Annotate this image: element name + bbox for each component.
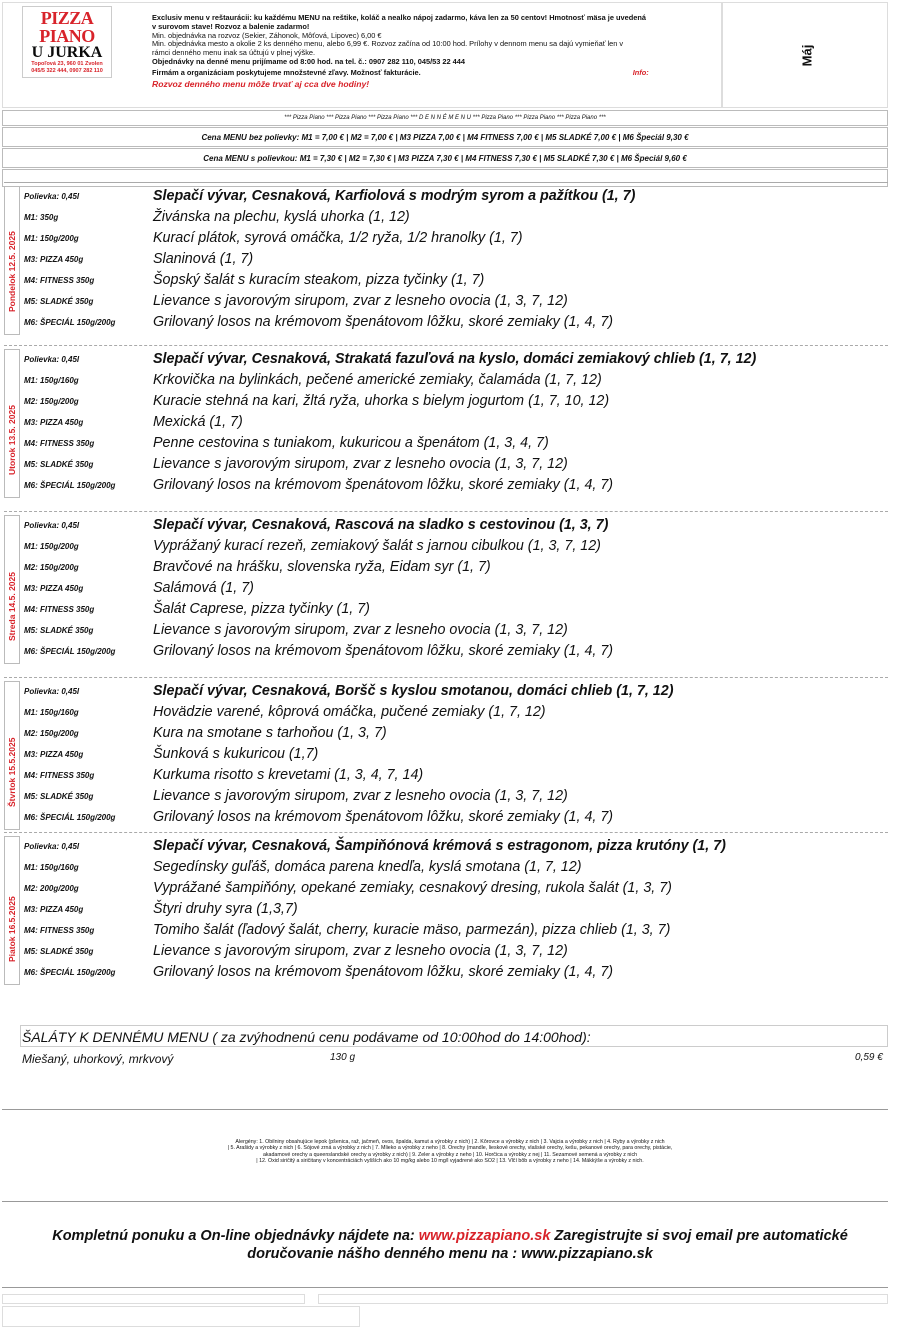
menu-item-label: M5: SLADKÉ 350g [24, 947, 94, 956]
menu-item-label: Polievka: 0,45l [24, 521, 80, 530]
menu-dish: Lievance s javorovým sirupom, zvar z lesneho ovocia (1, 3, 7, 12) [153, 622, 568, 638]
menu-item-label: Polievka: 0,45l [24, 842, 80, 851]
day-separator [4, 677, 888, 678]
soup-dish: Slepačí vývar, Cesnaková, Rascová na sladko s cestovinou (1, 3, 7) [153, 517, 609, 533]
menu-dish: Vyprážaný kurací rezeň, zemiakový šalát s jarnou cibulkou (1, 3, 7, 12) [153, 538, 601, 554]
menu-item-label: M5: SLADKÉ 350g [24, 792, 94, 801]
menu-dish: Šopský šalát s kuracím steakom, pizza tyčinky (1, 7) [153, 272, 485, 288]
info-line: Objednávky na denné menu prijímame od 8:00 hod. na tel. č.: 0907 282 110, 045/53 22 444 [152, 56, 466, 66]
menu-dish: Grilovaný losos na krémovom špenátovom lôžku, skoré zemiaky (1, 4, 7) [153, 964, 614, 980]
price-without-soup: Cena MENU bez polievky: M1 = 7,00 € | M2 = 7,00 € | M3 PIZZA 7,00 € | M4 FITNESS 7,00 € | M5 SLADKÉ 7,00 € | M6 Špeciál 9,30 € [2, 127, 888, 147]
soup-dish: Slepačí vývar, Cesnaková, Karfiolová s modrým syrom a pažítkou (1, 7) [153, 188, 636, 204]
divider [2, 1201, 888, 1202]
month-label: Máj [799, 44, 815, 67]
menu-item-label: Polievka: 0,45l [24, 355, 80, 364]
allergen-line: | 12. Oxid siričitý a siričitany v koncentráciách vyšších ako 10 mg/kg alebo 10 mg/l vyjadrené ako SO2 | 13. Vlčí bôb a výrobky z neho | 14. Mäkkýše a výrobky z nich. [256, 1157, 644, 1164]
soup-dish: Slepačí vývar, Cesnaková, Strakatá fazuľová na kyslo, domáci zemiakový chlieb (1, 7, 12) [153, 351, 757, 367]
menu-dish: Štyri druhy syra (1,3,7) [153, 901, 298, 917]
menu-item-label: M4: FITNESS 350g [24, 926, 95, 935]
menu-dish: Tomiho šalát (ľadový šalát, cherry, kuracie mäso, parmezán), pizza chlieb (1, 3, 7) [153, 922, 671, 938]
menu-item-label: M4: FITNESS 350g [24, 439, 95, 448]
menu-dish: Šunková s kukuricou (1,7) [153, 746, 319, 762]
menu-item-label: M1: 150g/160g [24, 863, 79, 872]
menu-item-label: M3: PIZZA 450g [24, 905, 84, 914]
bottom-box [2, 1294, 305, 1304]
footer-text: Zaregistrujte si svoj email pre automatické [550, 1228, 848, 1244]
salad-title: ŠALÁTY K DENNÉMU MENU ( za zvýhodnenú cenu podávame od 10:00hod do 14:00hod): [22, 1029, 591, 1045]
website-link[interactable]: www.pizzapiano.sk [418, 1228, 551, 1244]
menu-item-label: M1: 150g/160g [24, 708, 79, 717]
menu-dish: Grilovaný losos na krémovom špenátovom lôžku, skoré zemiaky (1, 4, 7) [153, 477, 614, 493]
menu-dish: Mexická (1, 7) [153, 414, 243, 430]
menu-dish: Bravčové na hrášku, slovenska ryža, Eidam syr (1, 7) [153, 559, 491, 575]
menu-item-label: M6: ŠPECIÁL 150g/200g [24, 813, 116, 822]
allergen-line: Alergény: 1. Obilniny obsahujúce lepok (pšenica, raž, jačmeň, ovos, špalda, kamut a výrobky z nich) | 2. Kôrovce a výrobky z nich | 3. Vajcia a výrobky z nich | 4. Ryby a výrobky z nich [235, 1139, 665, 1145]
menu-item-label: M1: 150g/200g [24, 542, 79, 551]
menu-item-label: M2: 150g/200g [24, 563, 79, 572]
logo-phones: 045/5 322 444, 0907 282 110 [31, 68, 103, 74]
allergen-line: | 5. Arašidy a výrobky z nich | 6. Sójové zrná a výrobky z nich | 7. Mlieko a výrobky z neho | 8. Orechy (mandle, lieskové orechy, vlašské orechy, kešu, pekanové orechy, para orechy, pistácie, [227, 1145, 673, 1152]
menu-item-label: Polievka: 0,45l [24, 687, 80, 696]
logo-line2: U JURKA [31, 44, 103, 61]
menu-dish: Kura na smotane s tarhoňou (1, 3, 7) [153, 725, 387, 741]
logo-address: Topoľová 23, 960 01 Zvolen [31, 61, 103, 67]
logo-line1: PIZZA PIANO [39, 8, 95, 46]
day-label: Streda 14.5. 2025 [7, 572, 17, 641]
footer-text: Kompletnú ponuku a On-line objednávky nájdete na: [52, 1228, 419, 1244]
info-line: Firmám a organizáciam poskytujeme množstevné zľavy. Možnosť fakturácie. Info: [152, 67, 649, 77]
menu-item-label: M4: FITNESS 350g [24, 771, 95, 780]
bottom-box [318, 1294, 888, 1304]
menu-item-label: M4: FITNESS 350g [24, 605, 95, 614]
soup-dish: Slepačí vývar, Cesnaková, Šampiňónová krémová s estragonom, pizza krutóny (1, 7) [153, 838, 726, 854]
delivery-warning: Rozvoz denného menu môže trvať aj cca dve hodiny! [152, 78, 370, 89]
info-line: Min. objednávka na rozvoz (Sekier, Záhonok, Môťová, Lipovec) 6,00 € [152, 30, 382, 40]
menu-item-label: M2: 150g/200g [24, 729, 79, 738]
allergens-note [145, 1139, 755, 1164]
salad-price: 0,59 € [855, 1052, 883, 1063]
menu-dish: Segedínsky guľáš, domáca parena knedľa, kyslá smotana (1, 7, 12) [153, 859, 582, 875]
menu-item-label: M1: 350g [24, 213, 59, 222]
menu-banner: *** Pizza Piano *** Pizza Piano *** Pizza Piano *** D E N N É M E N U *** Pizza Piano *** Pizza Piano *** Pizza Piano *** [2, 110, 888, 126]
day-label: Štvrtok 15.5.2025 [7, 737, 17, 807]
info-line: Min. objednávka mesto a okolie 2 ks denného menu, alebo 6,99 €. Rozvoz začína od 10:00 hod. Prílohy v dennom menu sa dajú vymieňať len v [152, 39, 624, 49]
allergen-line: akadamové orechy a queenslandské orechy a výrobky z nich) | 9. Zeler a výrobky z neho | 10. Horčica a výrobky z nej | 11. Sezamové semená a výrobky z nich [262, 1151, 638, 1158]
menu-item-label: M5: SLADKÉ 350g [24, 460, 94, 469]
day-label: Piatok 16.5.2025 [7, 896, 17, 962]
menu-item-label: M2: 200g/200g [24, 884, 79, 893]
menu-dish: Kurací plátok, syrová omáčka, 1/2 ryža, 1/2 hranolky (1, 7) [153, 230, 523, 246]
menu-item-label: M6: ŠPECIÁL 150g/200g [24, 318, 116, 327]
soup-dish: Slepačí vývar, Cesnaková, Boršč s kyslou smotanou, domáci chlieb (1, 7, 12) [153, 683, 674, 699]
menu-dish: Lievance s javorovým sirupom, zvar z lesneho ovocia (1, 3, 7, 12) [153, 943, 568, 959]
info-line: v surovom stave! Rozvoz a balenie zadarmo! [152, 21, 310, 31]
menu-dish: Lievance s javorovým sirupom, zvar z lesneho ovocia (1, 3, 7, 12) [153, 788, 568, 804]
menu-dish: Salámová (1, 7) [153, 580, 254, 596]
menu-dish: Lievance s javorovým sirupom, zvar z lesneho ovocia (1, 3, 7, 12) [153, 293, 568, 309]
day-separator [4, 511, 888, 512]
logo [22, 6, 112, 72]
day-label: Utorok 13.5. 2025 [7, 405, 17, 475]
menu-dish: Hovädzie varené, kôprová omáčka, pučené zemiaky (1, 7, 12) [153, 704, 546, 720]
day-separator [4, 832, 888, 833]
menu-dish: Kuracie stehná na kari, žltá ryža, uhorka s bielym jogurtom (1, 7, 10, 12) [153, 393, 610, 409]
divider [2, 1287, 888, 1288]
menu-dish: Vyprážané šampiňóny, opekané zemiaky, cesnakový dresing, rukola šalát (1, 3, 7) [153, 880, 672, 896]
info-text [152, 14, 722, 88]
menu-item-label: M6: ŠPECIÁL 150g/200g [24, 968, 116, 977]
menu-dish: Grilovaný losos na krémovom špenátovom lôžku, skoré zemiaky (1, 4, 7) [153, 643, 614, 659]
menu-dish: Šalát Caprese, pizza tyčinky (1, 7) [153, 601, 370, 617]
menu-dish: Grilovaný losos na krémovom špenátovom lôžku, skoré zemiaky (1, 4, 7) [153, 809, 614, 825]
footer [0, 1227, 900, 1263]
day-separator [4, 345, 888, 346]
menu-item-label: M5: SLADKÉ 350g [24, 297, 94, 306]
menu-item-label: M3: PIZZA 450g [24, 255, 84, 264]
day-label: Pondelok 12.5. 2025 [7, 231, 17, 312]
price-with-soup: Cena MENU s polievkou: M1 = 7,30 € | M2 = 7,30 € | M3 PIZZA 7,30 € | M4 FITNESS 7,30 € | M5 SLADKÉ 7,30 € | M6 Špeciál 9,60 € [2, 148, 888, 168]
menu-dish: Kurkuma risotto s krevetami (1, 3, 4, 7, 14) [153, 767, 424, 783]
menu-item-label: M6: ŠPECIÁL 150g/200g [24, 647, 116, 656]
menu-item-label: M4: FITNESS 350g [24, 276, 95, 285]
menu-dish: Penne cestovina s tuniakom, kukuricou a špenátom (1, 3, 4, 7) [153, 435, 549, 451]
day-separator [4, 182, 888, 183]
salad-weight: 130 g [330, 1052, 356, 1063]
menu-item-label: M3: PIZZA 450g [24, 584, 84, 593]
menu-item-label: M1: 150g/200g [24, 234, 79, 243]
menu-item-label: M6: ŠPECIÁL 150g/200g [24, 481, 116, 490]
bottom-box [2, 1306, 360, 1327]
salad-name: Miešaný, uhorkový, mrkvový [22, 1052, 174, 1066]
info-line: rámci denného menu inak sa účtujú v plnej výške. [152, 48, 316, 58]
info-line: Exclusiv menu v reštaurácii: ku každému MENU na reštike, koláč a nealko nápoj zadarmo, káva len za 50 centov! Hmotnosť mäsa je uvedená [152, 13, 646, 22]
menu-dish: Grilovaný losos na krémovom špenátovom lôžku, skoré zemiaky (1, 4, 7) [153, 314, 614, 330]
info-label: Info: [632, 67, 649, 77]
menu-item-label: M3: PIZZA 450g [24, 418, 84, 427]
menu-dish: Živánska na plechu, kyslá uhorka (1, 12) [153, 209, 410, 225]
menu-item-label: M3: PIZZA 450g [24, 750, 84, 759]
menu-item-label: M5: SLADKÉ 350g [24, 626, 94, 635]
divider [2, 1109, 888, 1110]
spacer-bar [2, 169, 888, 187]
menu-item-label: M2: 150g/200g [24, 397, 79, 406]
menu-item-label: M1: 150g/160g [24, 376, 79, 385]
menu-dish: Slaninová (1, 7) [153, 251, 254, 267]
footer-line2: doručovanie nášho denného menu na : www.pizzapiano.sk [247, 1246, 653, 1262]
menu-dish: Krkovička na bylinkách, pečené americké zemiaky, čalamáda (1, 7, 12) [153, 372, 602, 388]
menu-dish: Lievance s javorovým sirupom, zvar z lesneho ovocia (1, 3, 7, 12) [153, 456, 568, 472]
menu-item-label: Polievka: 0,45l [24, 192, 80, 201]
